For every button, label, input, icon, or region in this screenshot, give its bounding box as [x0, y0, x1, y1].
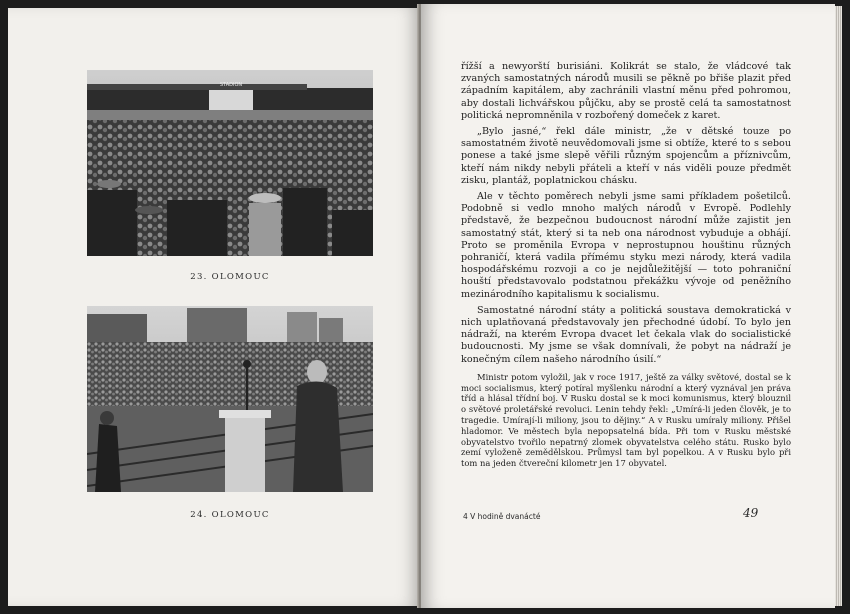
stadium-sign: STADION	[219, 82, 243, 88]
photo1-caption: 23. OLOMOUC	[190, 272, 270, 282]
left-page	[8, 8, 420, 606]
page-number: 49	[743, 506, 759, 520]
page-text	[461, 61, 791, 473]
paragraph-small: Ministr potom vyložil, jak v roce 1917, ještě za války světové, dostal se k moci socialismus, který potíral myšlenku národní a který vyznával jen práva tříd a hlásal třídní boj. V Rusku dostal se k moci komunismus, který blouznil o světové proletářské revoluci. Lenin tehdy řekl: „Umírá-li jeden člověk, je to tragedie. Umírají-li miliony, jsou to dějiny.“ A v Rusku umíraly miliony. Přišel hladomor. Ve městech byla nepopsatelná bída. Při tom v Rusku městské obyvatelstvo tvořilo nepatrný zlomek obyvatelstva celého státu. Rusko bylo zemí vyloženě zemědělskou. Průmysl tam byl popelkou. A v Rusku bylo při tom na jeden čtvereční kilometr jen 17 obyvatel.	[461, 371, 791, 469]
crowd-photo-1-image	[87, 70, 373, 256]
paragraph: Ale v těchto poměrech nebyli jsme sami příkladem pošetilců. Podobně si vedlo mnoho malých národů v Evropě. Podlehly představě, že bezpečnou budoucnost národní může zajistit jen samostatný stát, který si ta neb ona národnost vybuduje a obhájí. Proto se proměnila Evropa v neprostupnou houštinu různých pohraničí, která vadila přímému styku mezi národy, která vadila hospodářskému rozvoji a co je nejdůležitější — toto pohraniční houští představovalo podstatnou překážku vývoje od peněžního mezinárodního kapitalismu k socialismu.	[461, 191, 791, 300]
photo-olomouc-stadium-crowd	[87, 70, 373, 256]
signature-mark: 4 V hodině dvanácté	[463, 512, 541, 521]
page-edges	[835, 6, 842, 606]
crowd-photo-2-image	[87, 306, 373, 492]
photo2-caption: 24. OLOMOUC	[190, 510, 270, 520]
right-page	[421, 4, 835, 608]
paragraph: „Bylo jasné,“ řekl dále ministr, „že v dětské touze po samostatném životě neuvědomovali jsme si obtíže, které to s sebou ponese a také jsme slepě věřili různým spojencům a příznivcům, kteří nám nikdy nebyli přáteli a kteří v nás viděli pouze předmět zisku, plantáž, poplatnickou chásku.	[461, 126, 791, 186]
paragraph: Samostatné národní státy a politická soustava demokratická v nich uplatňovaná představovaly jen přechodné údobí. To bylo jen nádraží, na kterém Evropa dvacet let čekala vlak do socialistické budoucnosti. My jsme se však domnívali, že pobyt na nádraží je konečným cílem našeho národního úsilí.“	[461, 304, 791, 365]
paragraph: řížší a newyorští burisiáni. Kolikrát se stalo, že vládcové tak zvaných samostatných národů musili se pěkně po břiše plazit před západním kapitálem, aby zachránili vlastní měnu před pohromou, aby dostali lichvářskou půjčku, aby se prostě celá ta samostatnost politická nepromněnila v rozbořený domeček z karet.	[461, 61, 791, 121]
photo-olomouc-rally-speaker	[87, 306, 373, 492]
